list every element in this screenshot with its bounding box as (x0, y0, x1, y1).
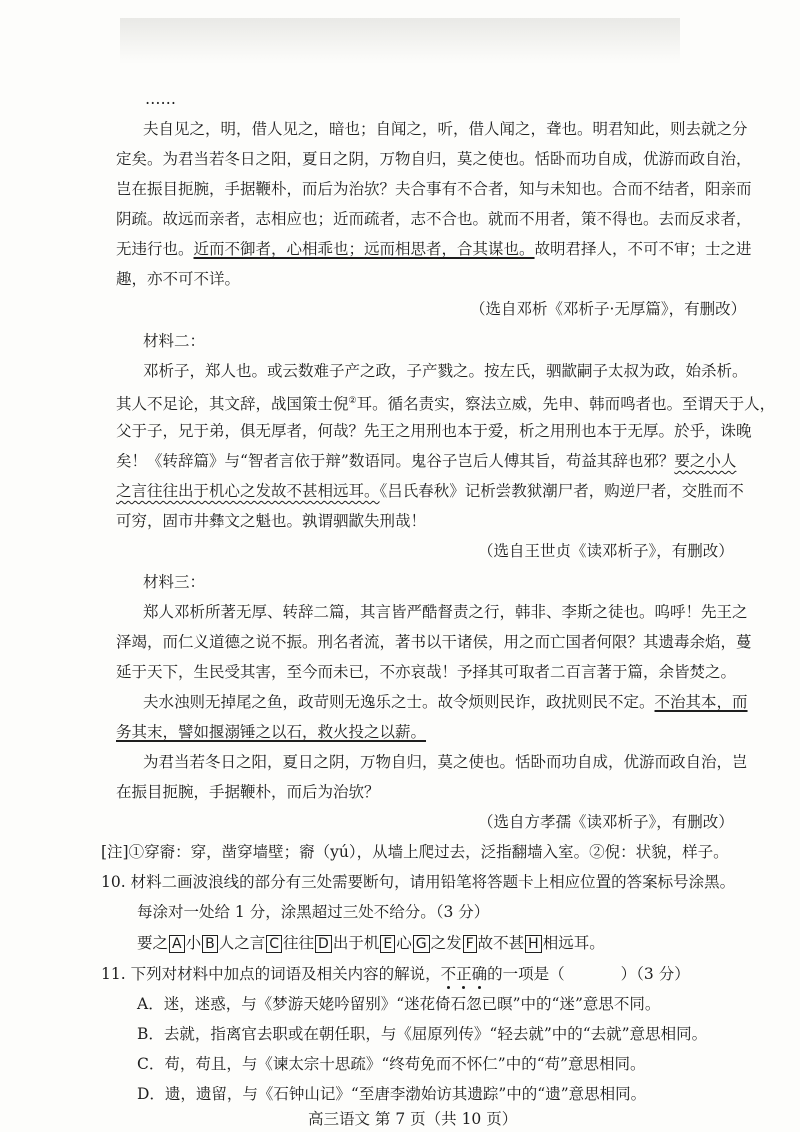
page-footer: 高三语文 第 7 页（共 10 页） (308, 1110, 518, 1128)
q11-option-a[interactable]: A．迷，迷惑，与《梦游天姥吟留别》“迷花倚石忽已暝”中的“迷”意思不同。 (137, 995, 661, 1013)
q10-option-box[interactable]: F (463, 935, 477, 953)
m2-wavy-sentence-end: 之言往往出于机心之发故不甚相远耳。 (116, 482, 380, 500)
m2-line-5 (116, 480, 744, 502)
m2-line-1: 邓析子，郑人也。或云数难子产之政，子产戮之。按左氏，驷歂嗣子太叔为政，始杀析。 (143, 362, 748, 380)
q10-seg: 故不甚 (477, 934, 525, 952)
m2-line-2 (116, 390, 775, 415)
q10-seg: 小 (185, 934, 202, 952)
m2-line-6: 可穷，固市井彝文之魁也。孰谓驷歂失刑哉！ (116, 512, 427, 530)
q11-emph-2: 正 (456, 965, 472, 983)
ellipsis: …… (145, 90, 176, 108)
q10-option-box[interactable]: H (525, 935, 542, 953)
m1-line-5-c: 故明君择人，不可不审；士之进 (534, 240, 752, 258)
q11-stem (101, 963, 690, 985)
m1-line-4: 阴疏。故远而亲者，志相应也；近而疏者，志不合也。就而不用者，策不得也。去而反求者， (116, 210, 752, 228)
m1-source: （选自邓析《邓析子·无厚篇》，有删改） (470, 300, 747, 318)
q10-option-box[interactable]: C (266, 935, 282, 953)
q11-stem-c: 的一项是（ (487, 965, 565, 983)
m1-line-1: 夫自见之，明，借人见之，暗也；自闻之，听，借人闻之，聋也。明君知此，则去就之分 (143, 120, 748, 138)
m3-underlined-end: 务其末，譬如揠溺锤之以石，救火投之以薪。 (116, 723, 427, 741)
m2-source: （选自王世贞《读邓析子》，有删改） (478, 542, 734, 560)
q10-option-box[interactable]: G (413, 935, 430, 953)
m3-title: 材料三： (143, 573, 206, 591)
m1-line-2: 定矣。为君当若冬日之阳，夏日之阴，万物自归，莫之使也。恬卧而功自成，优游而政自治， (116, 150, 752, 168)
m2-line-3: 父于子，兄于弟，俱无厚者，何哉？先王之用刑也本于爱，析之用刑也本于无厚。於乎，诛晚 (116, 422, 752, 440)
q10-seg: 要之 (137, 934, 169, 952)
m3-line-7: 在振目扼腕，手据鞭朴，而后为治欤？ (116, 783, 380, 801)
q10-answer-sequence (137, 932, 605, 954)
m2-line-5-b: 《吕氏春秋》记析尝教狱潮尸者，购逆尸者，交胜而不 (379, 482, 744, 500)
m1-line-5 (116, 238, 752, 260)
scan-shadow (120, 18, 680, 64)
q10-seg: 人之言 (218, 934, 266, 952)
q11-option-c[interactable]: C．苟，苟且，与《谏太宗十思疏》“终苟免而不怀仁”中的“苟”意思相同。 (137, 1055, 646, 1073)
m2-line-2-a: 其人不足论，其文辞，战国策士倪 (116, 395, 349, 414)
m3-line-1: 郑人邓析所著无厚、转辞二篇，其言皆严酷督责之行，韩非、李斯之徒也。呜呼！先王之 (143, 603, 748, 621)
q10-stem-line-1: 10. 材料二画波浪线的部分有三处需要断句，请用铅笔将答题卡上相应位置的答案标号涂黑。 (101, 873, 736, 891)
m3-line-5 (116, 721, 426, 743)
q11-stem-d: ）（3 分） (620, 965, 690, 983)
m2-line-4-a: 矣！《转辞篇》与“智者言依于辩”数语同。鬼谷子岂后人傅其旨，苟益其辞也邪？ (116, 452, 675, 470)
q10-seg: 往往 (283, 934, 315, 952)
q10-seg: 之发 (430, 934, 462, 952)
q11-stem-a: 11. 下列对材料中加点的词语及相关内容的解说， (101, 965, 441, 983)
m3-source: （选自方孝孺《读邓析子》，有删改） (478, 813, 734, 831)
annotation-note: [注]①穿窬：穿，凿穿墙壁；窬（yú），从墙上爬过去，泛指翻墙入室。②倪：状貌，样子。 (101, 843, 729, 861)
q10-option-box[interactable]: A (169, 935, 185, 953)
q10-option-box[interactable]: B (202, 935, 218, 953)
q10-seg: 出于机 (332, 934, 380, 952)
m2-title: 材料二： (143, 332, 206, 350)
m3-line-6: 为君当若冬日之阳，夏日之阴，万物自归，莫之使也。恬卧而功自成，优游而政自治，岂 (143, 753, 748, 771)
q10-option-box[interactable]: D (315, 935, 332, 953)
m3-line-4-a: 夫水浊则无掉尾之鱼，政苛则无逸乐之士。故令烦则民诈，政扰则民不定。 (143, 693, 655, 711)
q10-seg: 相远耳。 (542, 934, 605, 952)
q11-emph-1: 不 (440, 965, 457, 983)
q10-seg: 心 (396, 934, 412, 952)
m3-line-4 (143, 691, 748, 713)
q11-option-b[interactable]: B．去就，指离官去职或在朝任职，与《屈原列传》“轻去就”中的“去就”意思相同。 (137, 1025, 708, 1043)
q11-emph-3: 确 (471, 965, 488, 983)
m1-line-3: 岂在振目扼腕，手据鞭朴，而后为治欤？夫合事有不合者，知与未知也。合而不结者，阳亲而 (116, 180, 752, 198)
q10-option-box[interactable]: E (380, 935, 395, 953)
m1-line-6: 趣，亦不可不详。 (116, 270, 241, 288)
m3-underlined-start: 不治其本，而 (654, 693, 748, 711)
m2-note-marker: ② (348, 396, 357, 406)
q11-option-d[interactable]: D．遗，遗留，与《石钟山记》“至唐李渤始访其遗踪”中的“遗”意思相同。 (137, 1085, 647, 1103)
m1-underlined-sentence: 近而不御者，心相乖也；远而相思者，合其谋也。 (193, 240, 535, 258)
m1-line-5-a: 无违行也。 (116, 240, 194, 258)
q10-stem-line-2: 每涂对一处给 1 分，涂黑超过三处不给分。（3 分） (137, 903, 490, 921)
m2-line-4 (116, 450, 736, 472)
m2-line-2-b: 耳。循名责实，察法立威，先申、韩而鸣者也。至谓天于人， (356, 395, 776, 414)
m3-line-2: 泽竭，而仁义道德之说不振。刑名者流，著书以干诸侯，用之而亡国者何限？其遗毒余焰，蔓 (116, 633, 752, 651)
m3-line-3: 延于天下，生民受其害，至今而未已，不亦哀哉！予择其可取者二百言著于篇，余皆焚之。 (116, 663, 737, 681)
m2-wavy-sentence-start: 要之小人 (674, 452, 737, 470)
